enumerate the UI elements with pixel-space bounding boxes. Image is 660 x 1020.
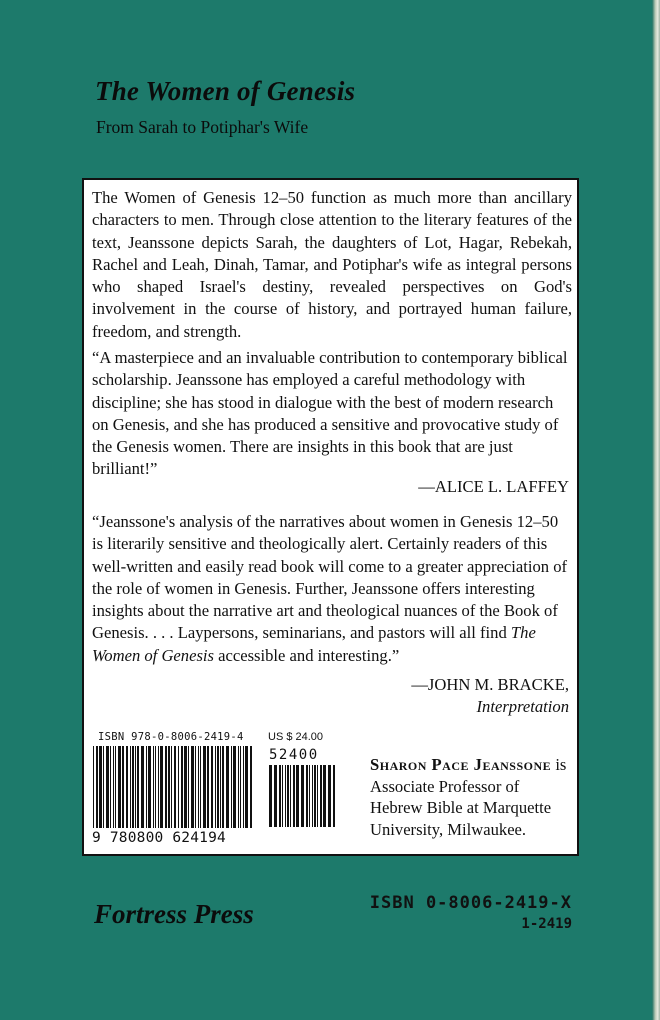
barcode-bar: [279, 765, 281, 827]
barcode-bar: [312, 765, 313, 827]
barcode-bar: [96, 746, 98, 828]
endorsement-2-author: —JOHN M. BRACKE,: [411, 675, 569, 694]
barcode-bar: [181, 746, 183, 828]
barcode-isbn-label: ISBN 978-0-8006-2419-4: [98, 731, 244, 743]
book-title: The Women of Genesis: [95, 76, 356, 106]
endorsement-2-attribution: [411, 674, 569, 718]
endorsement-2-text-b: accessible and interesting.”: [213, 645, 400, 665]
barcode-bar: [118, 746, 121, 828]
barcode-bar: [309, 765, 310, 827]
barcode-bar: [174, 746, 176, 828]
barcode-bar: [320, 765, 322, 827]
barcode-bar: [203, 746, 206, 828]
barcode-bar: [99, 746, 102, 828]
barcode-bar: [168, 746, 170, 828]
barcode-bar: [290, 765, 291, 827]
barcode-bar: [222, 746, 224, 828]
barcode-bar: [233, 746, 236, 828]
back-cover-panel: [82, 178, 579, 856]
book-subtitle: From Sarah to Potiphar's Wife: [96, 117, 309, 137]
endorsement-2-quote: [92, 511, 572, 667]
cover-isbn: [370, 893, 572, 932]
barcode-bar: [130, 746, 131, 828]
endorsement-2-text-a: “Jeanssone's analysis of the narratives about women in Genesis 12–50 is literarily sensitive and theologically alert. Certainly readers of this well-written and easily read book will come to a greater appreciation of the role of women in Genesis. Further, Jeanssone offers interesting insights about the narrative art and theological nuances of the Book of Genesis. . . . Laypersons, seminarians, and pastors will all find: [92, 512, 568, 643]
barcode-bar: [293, 765, 295, 827]
barcode-bar: [323, 765, 326, 827]
barcode: [88, 731, 368, 849]
barcode-bar: [122, 746, 124, 828]
barcode-digits: 9 780800 624194: [92, 830, 226, 846]
barcode-bar: [178, 746, 179, 828]
barcode-bar: [231, 746, 232, 828]
barcode-bar: [155, 746, 156, 828]
endorsement-2-book-title: The Women of Genesis: [92, 623, 536, 665]
barcode-bar: [106, 746, 109, 828]
endorsement-2-source: Interpretation: [476, 697, 569, 716]
barcode-bar: [103, 746, 104, 828]
barcode-bar: [296, 765, 299, 827]
cover-edge: [652, 0, 660, 1020]
cover-isbn-number: ISBN 0-8006-2419-X: [369, 893, 572, 913]
endorsement-1-attribution: —ALICE L. LAFFEY: [418, 477, 569, 496]
publisher-name: Fortress Press: [94, 899, 254, 929]
barcode-bar: [137, 746, 139, 828]
barcode-price-code: 52400: [269, 747, 319, 763]
barcode-bar: [195, 746, 196, 828]
barcode-bar: [250, 746, 252, 828]
barcode-bar: [220, 746, 221, 828]
barcode-bar: [207, 746, 209, 828]
barcode-bar: [146, 746, 147, 828]
barcode-bar: [240, 746, 241, 828]
author-bio: [370, 754, 570, 840]
barcode-bar: [274, 765, 277, 827]
barcode-bar: [287, 765, 289, 827]
barcode-bar: [93, 746, 94, 828]
barcode-bar: [245, 746, 248, 828]
barcode-bar: [317, 765, 318, 827]
barcode-bar: [184, 746, 187, 828]
barcode-bar: [160, 746, 163, 828]
author-name: Sharon Pace Jeanssone: [370, 755, 552, 774]
description-paragraph: The Women of Genesis 12–50 function as much more than ancillary characters to men. Through close attention to the literary features of the text, Jeanssone depicts Sarah, the daughters of Lot, Hagar, Rebekah, Rachel and Leah, Dinah, Tamar, and Potiphar's wife as integral persons who shaped Israel's destiny, revealed perspectives on God's involvement in the course of history, and portrayed human failure, freedom, and strength.: [92, 188, 572, 341]
barcode-bar: [328, 765, 331, 827]
barcode-bar: [243, 746, 244, 828]
barcode-bar: [148, 746, 151, 828]
barcode-bar: [188, 746, 189, 828]
barcode-bar: [200, 746, 201, 828]
barcode-bar: [333, 765, 335, 827]
barcode-bar: [191, 746, 194, 828]
barcode-bar: [158, 746, 159, 828]
barcode-price: US $ 24.00: [268, 731, 324, 743]
barcode-bar: [153, 746, 154, 828]
barcode-bar: [226, 746, 229, 828]
barcode-bar: [132, 746, 134, 828]
barcode-bar: [285, 765, 286, 827]
barcode-bar: [113, 746, 114, 828]
ean-barcode-bars: [92, 746, 254, 828]
barcode-bar: [314, 765, 316, 827]
catalog-number: 1-2419: [521, 916, 572, 932]
barcode-bar: [282, 765, 283, 827]
barcode-bar: [135, 746, 136, 828]
barcode-bar: [198, 746, 199, 828]
barcode-bar: [301, 765, 304, 827]
barcode-bar: [306, 765, 308, 827]
endorsement-1-quote: “A masterpiece and an invaluable contribution to contemporary biblical scholarship. Jeanssone has employed a careful methodology with discipline; she has stood in dialogue with the best of modern research on Genesis, and she has produced a sensitive and provocative study of the Genesis women. There are insights in this book that are just brilliant!”: [92, 348, 568, 479]
barcode-bar: [215, 746, 216, 828]
barcode-bar: [165, 746, 167, 828]
author-bio-text: is Associate Professor of Hebrew Bible at Marquette University, Milwaukee.: [370, 755, 567, 839]
barcode-bar: [115, 746, 116, 828]
barcode-bar: [211, 746, 213, 828]
barcode-bar: [238, 746, 239, 828]
barcode-bar: [110, 746, 111, 828]
barcode-bar: [269, 765, 272, 827]
barcode-bar: [217, 746, 219, 828]
barcode-bar: [171, 746, 172, 828]
barcode-bar: [141, 746, 144, 828]
barcode-bar: [126, 746, 128, 828]
price-addon-bars: [268, 765, 338, 827]
